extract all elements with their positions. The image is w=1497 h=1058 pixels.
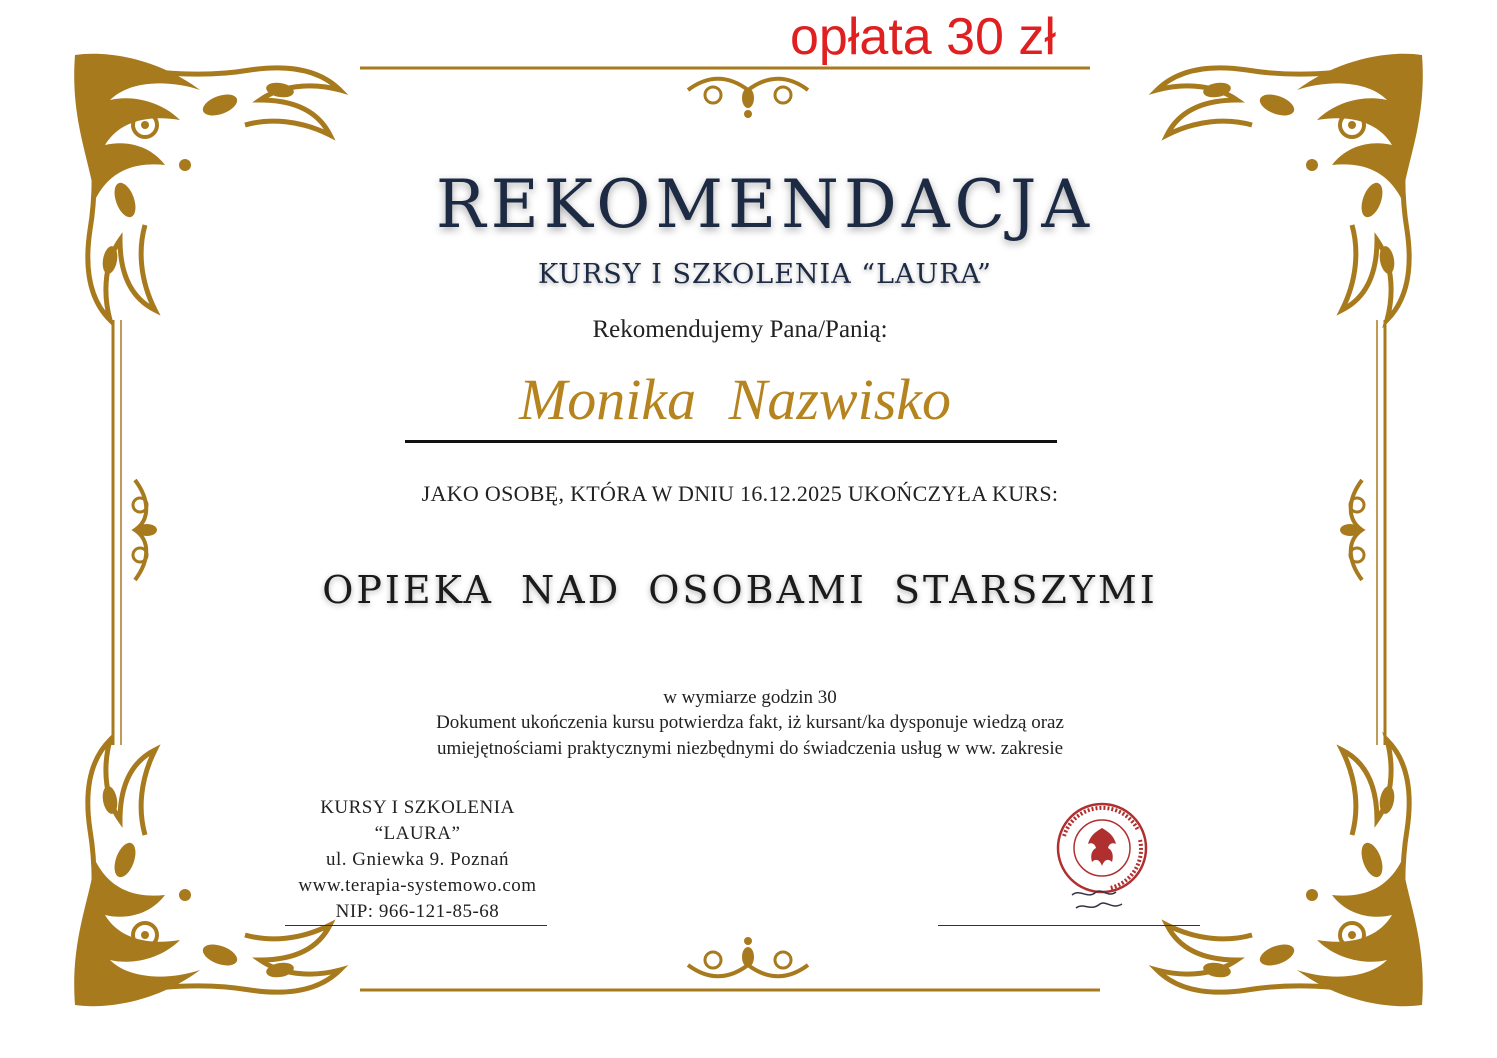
course-name: OPIEKA NAD OSOBAMI STARSZYMI [322, 568, 1158, 612]
name-underline [405, 440, 1057, 443]
organizer-name-line-2: “LAURA” [374, 823, 461, 844]
recipient-name: Monika Nazwisko [518, 367, 952, 432]
organizer-website: www.terapia-systemowo.com [298, 875, 537, 896]
organizer-nip: NIP: 966-121-85-68 [335, 901, 500, 922]
certificate-subtitle: KURSY I SZKOLENIA “LAURA” [538, 259, 992, 290]
signature-line-right [938, 925, 1200, 926]
signature-line-left [285, 925, 547, 926]
organizer-address: ul. Gniewka 9. Poznań [325, 849, 510, 870]
description-line-1: Dokument ukończenia kursu potwierdza fakt, iż kursant/ka dysponuje wiedzą oraz [436, 712, 1064, 733]
recommend-label: Rekomendujemy Pana/Panią: [592, 316, 888, 343]
description-line-2: umiejętnościami praktycznymi niezbędnymi do świadczenia usług w ww. zakresie [436, 738, 1064, 759]
fee-note: opłata 30 zł [790, 8, 1056, 66]
official-stamp-seal [1050, 800, 1150, 920]
completion-statement: JAKO OSOBĘ, KTÓRA W DNIU 16.12.2025 UKOŃCZYŁA KURS: [421, 481, 1059, 506]
hours-line: w wymiarze godzin 30 [663, 687, 837, 708]
organizer-block [250, 795, 585, 925]
certificate-title: REKOMENDACJA [435, 166, 1095, 243]
organizer-name-line-1: KURSY I SZKOLENIA [320, 797, 515, 818]
